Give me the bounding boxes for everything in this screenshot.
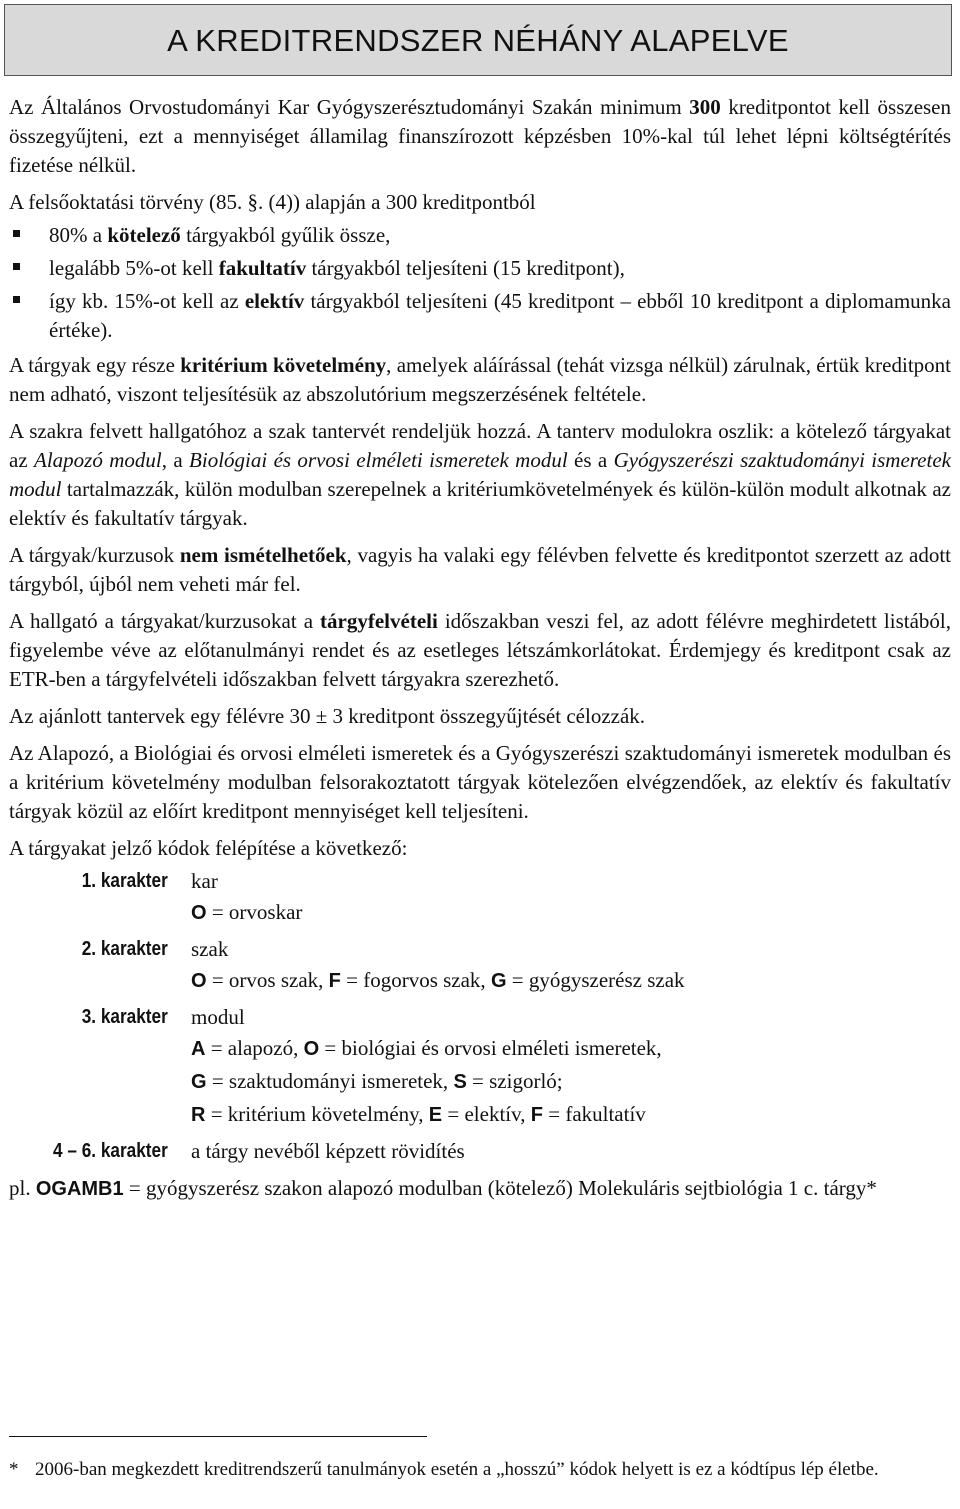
text: és a xyxy=(567,448,614,472)
module-name: Biológiai és orvosi elméleti ismeretek modul xyxy=(189,448,568,472)
footnote-text: 2006-ban megkezdett kreditrendszerű tanulmányok esetén a „hosszú” kódok helyett is ez a kódtípus lép életbe. xyxy=(35,1459,879,1480)
code-letter: O xyxy=(191,902,207,924)
code-position-label: 4 – 6. karakter xyxy=(53,1140,168,1162)
text: Az Általános Orvostudományi Kar Gyógyszerésztudományi Szakán minimum xyxy=(9,95,690,119)
bullet-item xyxy=(9,287,951,345)
code-letter: G xyxy=(490,970,507,992)
bullet-item xyxy=(9,254,951,283)
code-position-label: 3. karakter xyxy=(81,1006,168,1028)
text: legalább 5%-ot kell xyxy=(49,256,219,280)
paragraph-law-reference: A felsőoktatási törvény (85. §. (4)) alapján a 300 kreditpontból xyxy=(9,190,536,214)
code-example xyxy=(9,1174,951,1204)
code-letter: F xyxy=(530,1104,543,1126)
emphasis: elektív xyxy=(244,289,305,313)
code-meaning: a tárgy nevéből képzett rövidítés xyxy=(191,1139,465,1163)
footnote-mark: * xyxy=(9,1459,19,1480)
text: = szaktudományi ismeretek, xyxy=(206,1069,454,1093)
paragraph-not-repeatable xyxy=(9,541,951,599)
text: A szakra felvett hallgatóhoz a szak tantervét rendeljük hozzá. A tanterv modulokra oszlik: a kötelező tárgyakat az xyxy=(9,419,951,472)
page-title: A KREDITRENDSZER NÉHÁNY ALAPELVE xyxy=(167,22,789,58)
code-values xyxy=(191,1137,951,1166)
text: tárgyakból teljesíteni (15 kreditpont), xyxy=(306,256,625,280)
text: pl. xyxy=(9,1176,36,1200)
code-option-line xyxy=(191,1032,951,1065)
text: így kb. 15%-ot kell az xyxy=(49,289,245,313)
code-row-4 xyxy=(9,1137,951,1166)
bullet-item xyxy=(9,221,951,250)
code-row-3 xyxy=(9,1003,951,1131)
code-letter: S xyxy=(453,1071,467,1093)
code-position-label: 2. karakter xyxy=(81,938,168,960)
text: , amelyek aláírással (tehát vizsga nélkül) zárulnak, értük kreditpont nem adható, viszont teljesítésük az abszolutórium megszerzésének feltétele. xyxy=(9,353,952,406)
code-option-line xyxy=(191,1065,951,1098)
emphasis: kritérium követelmény xyxy=(180,353,387,377)
code-values xyxy=(191,1003,951,1131)
text: tárgyakból teljesíteni (45 kreditpont – ebből 10 kreditpont a diplomamunka értéke). xyxy=(49,289,951,342)
text: A hallgató a tárgyakat/kurzusokat a xyxy=(9,609,321,633)
code-letter: O xyxy=(303,1038,320,1060)
paragraph-registration-period xyxy=(9,607,951,694)
text: A tárgyak egy része xyxy=(9,353,181,377)
code-letter: A xyxy=(191,1038,206,1060)
code-option-line xyxy=(191,1098,951,1131)
paragraph-recommended-credits: Az ajánlott tantervek egy félévre 30 ± 3 kreditpont összegyűjtését célozzák. xyxy=(9,704,646,728)
module-name: Alapozó modul xyxy=(34,448,162,472)
text: tárgyakból gyűlik össze, xyxy=(180,223,391,247)
text: = biológiai és orvosi elméleti ismeretek, xyxy=(319,1036,662,1060)
code-letter: E xyxy=(428,1104,443,1126)
text: = szigorló; xyxy=(466,1069,563,1093)
text: 80% a xyxy=(49,223,108,247)
paragraph-credit-minimum xyxy=(9,93,951,180)
footnote xyxy=(9,1456,944,1483)
text: = elektív, xyxy=(442,1102,531,1126)
code-values xyxy=(191,867,951,929)
paragraph-curriculum-modules xyxy=(9,417,951,533)
title-box xyxy=(4,4,952,76)
code-structure-table xyxy=(9,867,951,1166)
emphasis: nem ismételhetőek xyxy=(179,543,347,567)
text: = gyógyszerész szakon alapozó modulban (kötelező) Molekuláris sejtbiológia 1 c. tárgy* xyxy=(123,1176,877,1200)
paragraph-code-structure-intro: A tárgyakat jelző kódok felépítése a következő: xyxy=(9,836,408,860)
emphasis: kötelező xyxy=(107,223,181,247)
text: = orvoskar xyxy=(206,900,303,924)
document-body xyxy=(9,93,951,1204)
emphasis: tárgyfelvételi xyxy=(320,609,438,633)
emphasis: 300 xyxy=(689,95,721,119)
text: = orvos szak, xyxy=(206,968,329,992)
text: A tárgyak/kurzusok xyxy=(9,543,180,567)
code-values xyxy=(191,935,951,997)
text: = kritérium követelmény, xyxy=(205,1102,429,1126)
code-row-1 xyxy=(9,867,951,929)
text: = gyógyszerész szak xyxy=(506,968,685,992)
paragraph-mandatory-modules: Az Alapozó, a Biológiai és orvosi elméleti ismeretek és a Gyógyszerészi szaktudományi ismeretek modulban és a kritérium követelmény modulban felsorakoztatott tárgyak kötelezően elvégzendőek, az elektív és fakultatív tárgyak közül az előírt kreditpont mennyiséget kell teljesíteni. xyxy=(9,741,951,823)
paragraph-criterion-requirement xyxy=(9,351,951,409)
text: tartalmazzák, külön modulban szerepelnek a kritériumkövetelmények és külön-külön modult alkotnak az elektív és fakultatív tárgyak. xyxy=(9,477,951,530)
code-meaning: kar xyxy=(191,869,218,893)
code-position-label: 1. karakter xyxy=(81,870,168,892)
code-letter: G xyxy=(191,1071,207,1093)
bullet-list xyxy=(9,221,951,345)
code-letter: R xyxy=(191,1104,206,1126)
code-letter: O xyxy=(191,970,207,992)
footnote-divider xyxy=(9,1436,427,1437)
code-option-line xyxy=(191,896,951,929)
code-option-line xyxy=(191,964,951,997)
example-code: OGAMB1 xyxy=(35,1178,124,1200)
code-meaning: modul xyxy=(191,1005,245,1029)
text: időszakban veszi fel, az adott félévre meghirdetett listából, figyelembe véve az előtanulmányi rendet és az esetleges létszámkorlátokat. Érdemjegy és kreditpont csak az ETR-ben a tárgyfelvételi időszakban felvett tárgyakra szerezhető. xyxy=(9,609,952,691)
text: kreditpontot kell összesen összegyűjteni, ezt a mennyiséget államilag finanszírozott képzésben 10%-kal túl lehet lépni költségtérítés fizetése nélkül. xyxy=(9,95,952,177)
module-name: Gyógyszerészi szaktudományi ismeretek modul xyxy=(9,448,951,501)
code-row-2 xyxy=(9,935,951,997)
text: = fogorvos szak, xyxy=(340,968,491,992)
text: = fakultatív xyxy=(542,1102,646,1126)
text: = alapozó, xyxy=(205,1036,304,1060)
text: , vagyis ha valaki egy félévben felvette és kreditpontot szerzett az adott tárgyból, újból nem veheti már fel. xyxy=(9,543,951,596)
text: , a xyxy=(161,448,190,472)
code-meaning: szak xyxy=(191,937,229,961)
code-letter: F xyxy=(328,970,341,992)
emphasis: fakultatív xyxy=(218,256,307,280)
